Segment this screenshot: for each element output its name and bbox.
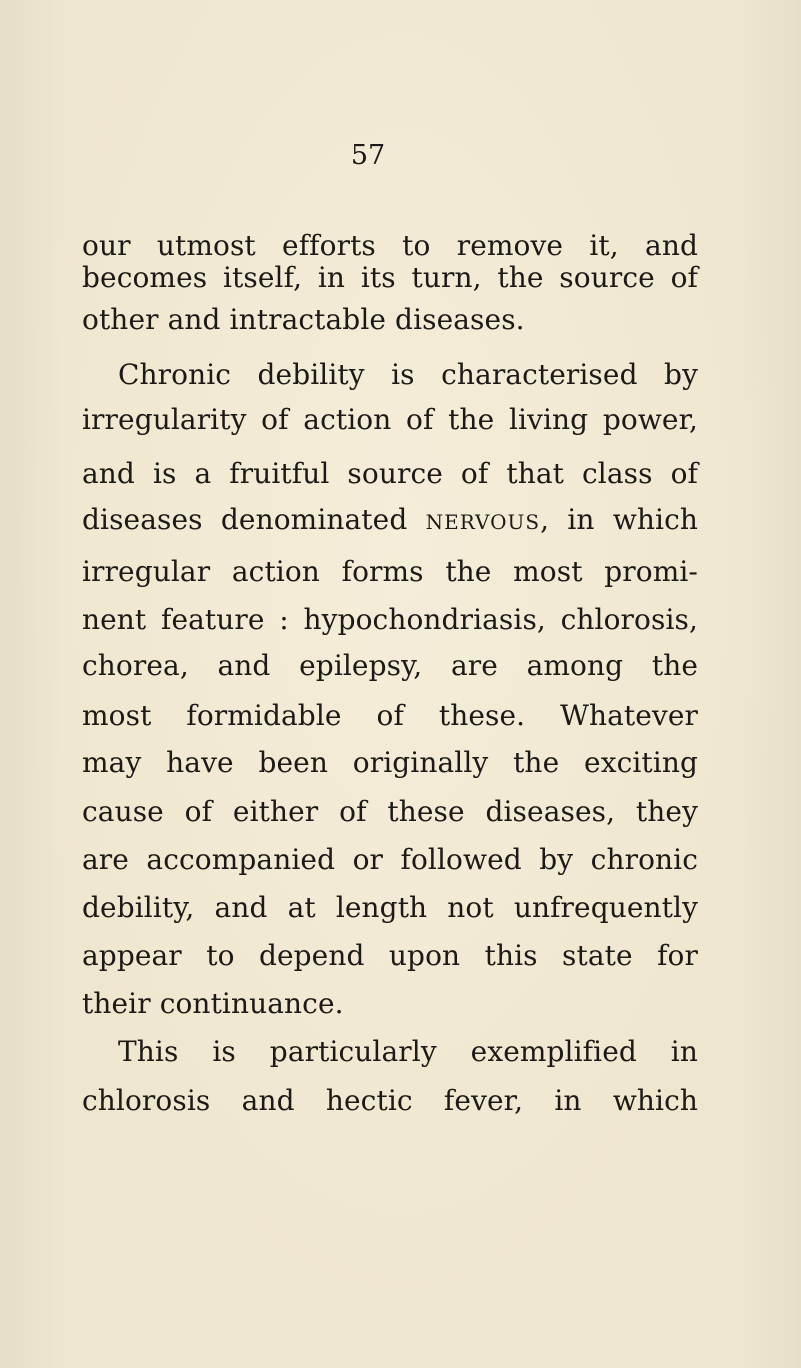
text-line: chlorosis and hectic fever, in which [82, 1084, 698, 1117]
text-line: may have been originally the exciting [82, 746, 698, 779]
text-line: irregularity of action of the living power, [82, 403, 698, 436]
text-line: and is a fruitful source of that class of [82, 457, 698, 490]
text-line [82, 500, 698, 540]
text-line: our utmost efforts to remove it, and [82, 229, 698, 262]
text-line: debility, and at length not unfrequently [82, 891, 698, 924]
text-line: irregular action forms the most promi- [82, 555, 698, 588]
text-line: are accompanied or followed by chronic [82, 843, 698, 876]
text-segment: , in which [540, 503, 698, 536]
paragraph-start-line: Chronic debility is characterised by [118, 358, 698, 391]
text-line: their continuance. [82, 987, 344, 1020]
paragraph-start-line: This is particularly exemplified in [118, 1035, 698, 1068]
text-line: chorea, and epilepsy, are among the [82, 649, 698, 682]
text-line: cause of either of these diseases, they [82, 795, 698, 828]
text-line: nent feature : hypochondriasis, chlorosis, [82, 603, 698, 636]
text-line: other and intractable diseases. [82, 303, 525, 336]
text-line: most formidable of these. Whatever [82, 699, 698, 732]
page-number: 57 [350, 140, 386, 171]
text-segment: diseases denominated [82, 503, 426, 536]
text-line: appear to depend upon this state for [82, 939, 698, 972]
text-line: becomes itself, in its turn, the source of [82, 261, 698, 294]
small-caps-term: nervous [425, 503, 541, 536]
